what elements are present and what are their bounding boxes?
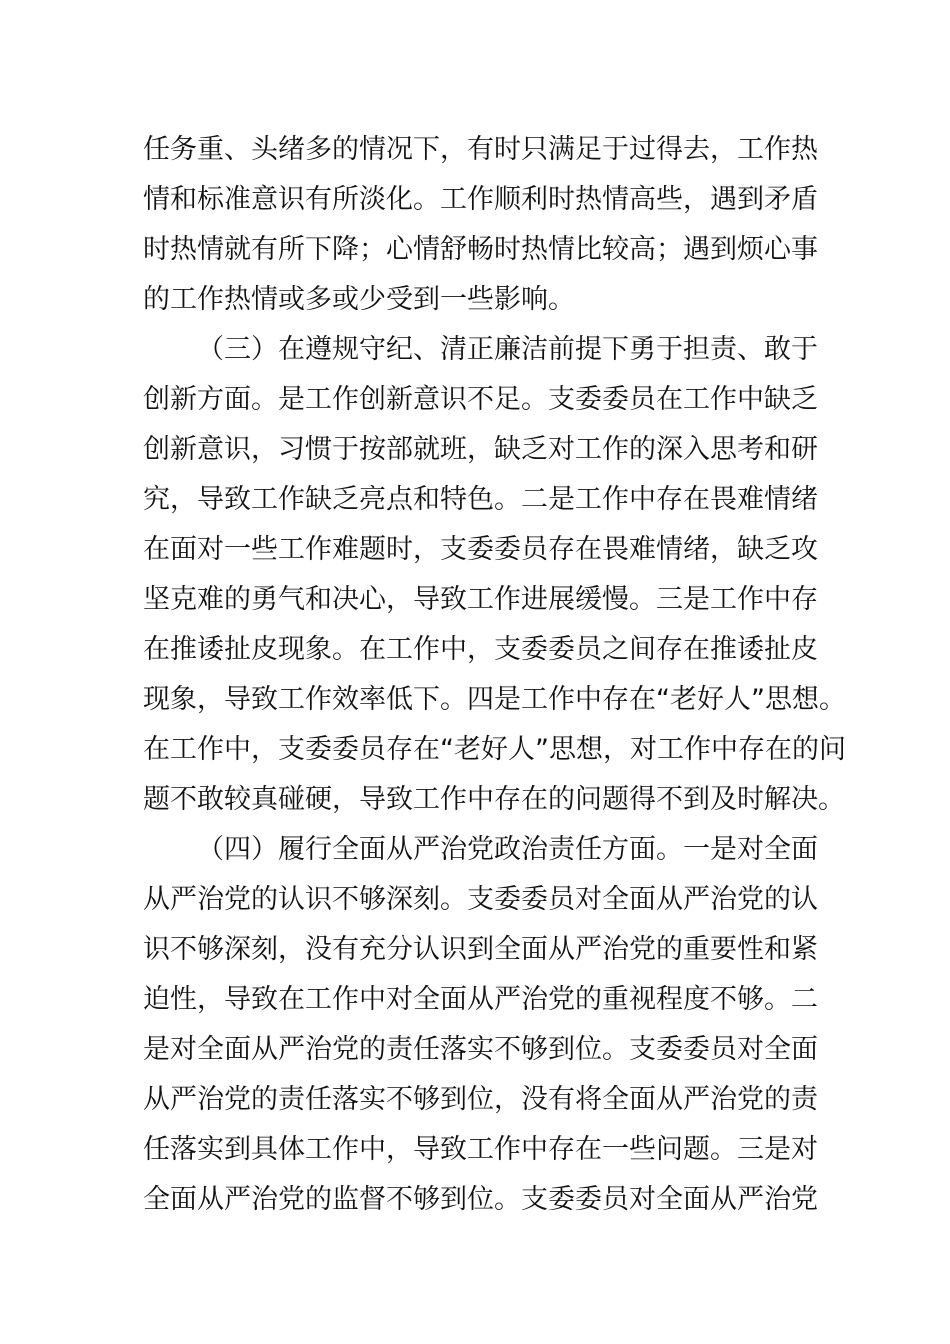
text-line: 时热情就有所下降；心情舒畅时热情比较高；遇到烦心事 (143, 234, 818, 265)
text-line: 在工作中，支委委员存在“老好人”思想，对工作中存在的问 (143, 734, 846, 765)
document-body (143, 125, 846, 1225)
text-line: 任落实到具体工作中，导致工作中存在一些问题。三是对 (143, 1134, 818, 1165)
text-line: 创新方面。是工作创新意识不足。支委委员在工作中缺乏 (143, 384, 818, 415)
text-line: 情和标准意识有所淡化。工作顺利时热情高些，遇到矛盾 (143, 184, 818, 215)
section-heading-line: （三）在遵规守纪、清正廉洁前提下勇于担责、敢于 (197, 334, 818, 365)
text-line: 创新意识，习惯于按部就班，缺乏对工作的深入思考和研 (143, 434, 818, 465)
text-line: 的工作热情或多或少受到一些影响。 (143, 284, 575, 315)
text-line: 从严治党的认识不够深刻。支委委员对全面从严治党的认 (143, 884, 818, 915)
text-line: 从严治党的责任落实不够到位，没有将全面从严治党的责 (143, 1084, 818, 1115)
text-line: 全面从严治党的监督不够到位。支委委员对全面从严治党 (143, 1184, 818, 1215)
text-line: 在推诿扯皮现象。在工作中，支委委员之间存在推诿扯皮 (143, 634, 818, 665)
text-line: 现象，导致工作效率低下。四是工作中存在“老好人”思想。 (143, 684, 846, 715)
text-line: 坚克难的勇气和决心，导致工作进展缓慢。三是工作中存 (143, 584, 818, 615)
text-line: 究，导致工作缺乏亮点和特色。二是工作中存在畏难情绪 (143, 484, 818, 515)
text-line: 在面对一些工作难题时，支委委员存在畏难情绪，缺乏攻 (143, 534, 818, 565)
text-line: 迫性，导致在工作中对全面从严治党的重视程度不够。二 (143, 984, 818, 1015)
text-line: 题不敢较真碰硬，导致工作中存在的问题得不到及时解决。 (143, 784, 845, 815)
text-line: 识不够深刻，没有充分认识到全面从严治党的重要性和紧 (143, 934, 818, 965)
text-line: 是对全面从严治党的责任落实不够到位。支委委员对全面 (143, 1034, 818, 1065)
section-heading-line: （四）履行全面从严治党政治责任方面。一是对全面 (197, 834, 818, 865)
text-line: 任务重、头绪多的情况下，有时只满足于过得去，工作热 (143, 134, 818, 165)
